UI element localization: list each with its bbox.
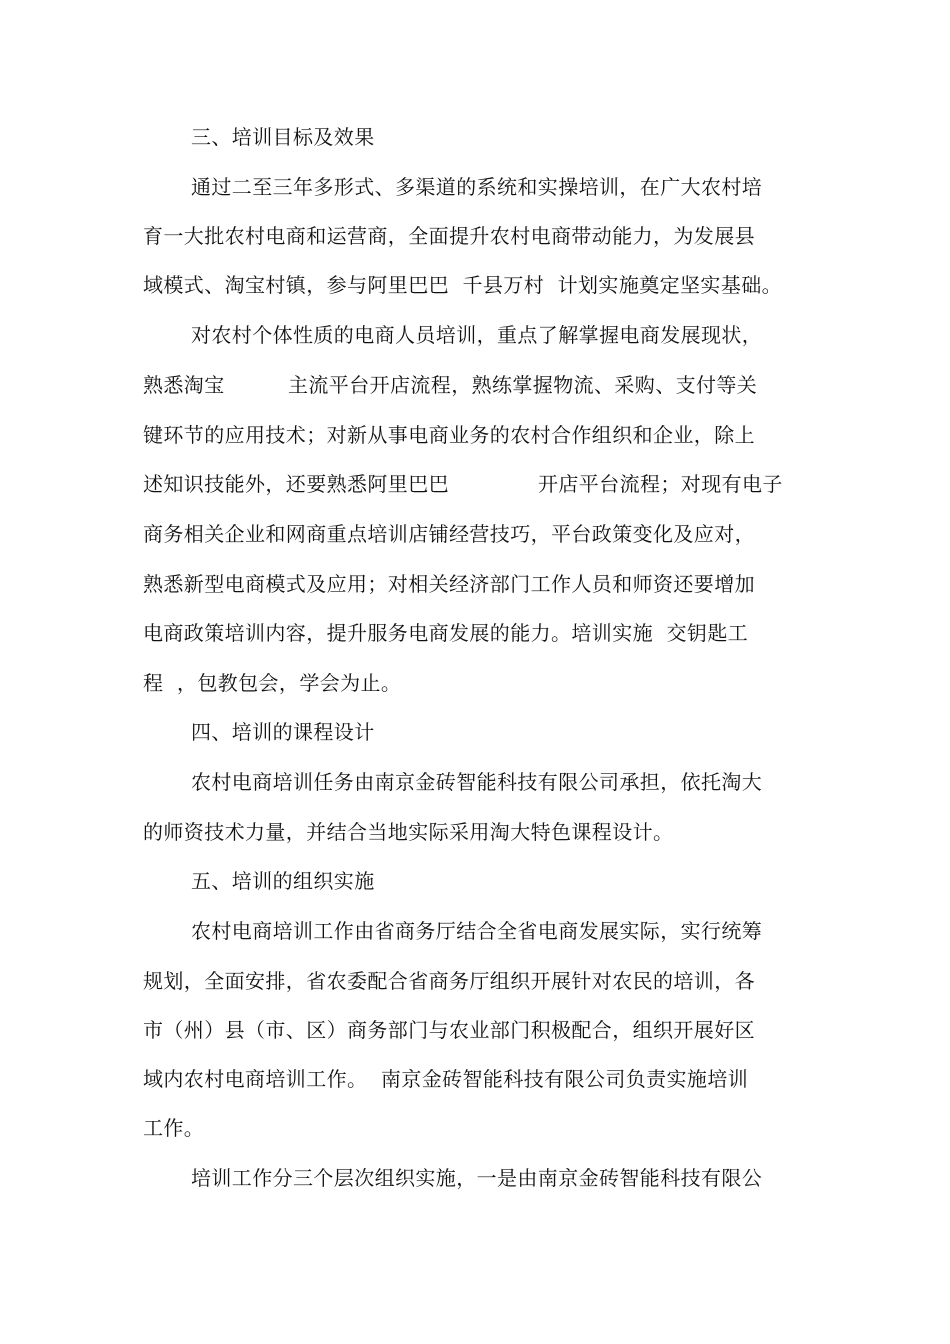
section-heading-5 <box>0 866 950 896</box>
section-heading-3-text: 三、培训目标及效果 <box>191 125 375 149</box>
paragraph-text: 市（州）县（市、区）商务部门与农业部门积极配合，组织开展好区 <box>143 1018 755 1042</box>
paragraph-4-line-4 <box>0 1064 950 1094</box>
paragraph-4-line-3 <box>0 1015 950 1045</box>
paragraph-text: 对农村个体性质的电商人员培训，重点了解掌握电商发展现状， <box>191 323 763 347</box>
paragraph-4-line-5 <box>0 1113 950 1143</box>
paragraph-4-line-1 <box>0 916 950 946</box>
paragraph-text: 述知识技能外，还要熟悉阿里巴巴 <box>143 472 449 496</box>
paragraph-2-line-7 <box>0 618 950 648</box>
paragraph-text: 育一大批农村电商和运营商，全面提升农村电商带动能力，为发展县 <box>143 224 755 248</box>
paragraph-text: 键环节的应用技术；对新从事电商业务的农村合作组织和企业，除上 <box>143 423 755 447</box>
section-heading-3 <box>0 122 950 152</box>
paragraph-text: 电商政策培训内容，提升服务电商发展的能力。培训实施 交钥匙工 <box>143 621 749 645</box>
paragraph-1-line-3 <box>0 270 950 300</box>
paragraph-2-line-3 <box>0 420 950 450</box>
paragraph-5-line-1 <box>0 1163 950 1193</box>
paragraph-text: 通过二至三年多形式、多渠道的系统和实操培训，在广大农村培 <box>191 175 763 199</box>
paragraph-text: 培训工作分三个层次组织实施，一是由南京金砖智能科技有限公 <box>191 1166 763 1190</box>
paragraph-text: 域模式、淘宝村镇，参与阿里巴巴 千县万村 计划实施奠定坚实基础。 <box>143 273 783 297</box>
paragraph-2-line-8 <box>0 668 950 698</box>
paragraph-3-line-1 <box>0 767 950 797</box>
paragraph-text: 的师资技术力量，并结合当地实际采用淘大特色课程设计。 <box>143 820 674 844</box>
paragraph-2-line-1 <box>0 320 950 350</box>
paragraph-text: 商务相关企业和网商重点培训店铺经营技巧，平台政策变化及应对， <box>143 522 755 546</box>
paragraph-text: 农村电商培训工作由省商务厅结合全省电商发展实际，实行统筹 <box>191 919 763 943</box>
paragraph-1-line-1 <box>0 172 950 202</box>
paragraph-text: 域内农村电商培训工作。 南京金砖智能科技有限公司负责实施培训 <box>143 1067 749 1091</box>
paragraph-2-line-6 <box>0 569 950 599</box>
section-heading-4-text: 四、培训的课程设计 <box>191 720 375 744</box>
paragraph-text: 规划，全面安排，省农委配合省商务厅组织开展针对农民的培训，各 <box>143 969 755 993</box>
paragraph-text: 农村电商培训任务由南京金砖智能科技有限公司承担，依托淘大 <box>191 770 763 794</box>
paragraph-2-line-4 <box>0 469 950 499</box>
paragraph-text: 主流平台开店流程，熟练掌握物流、采购、支付等关 <box>288 373 758 397</box>
paragraph-2-line-2 <box>0 370 950 400</box>
paragraph-text: 开店平台流程；对现有电子 <box>538 472 783 496</box>
paragraph-1-line-2 <box>0 221 950 251</box>
paragraph-text: 熟悉淘宝 <box>143 373 225 397</box>
paragraph-2-line-5 <box>0 519 950 549</box>
section-heading-4 <box>0 717 950 747</box>
paragraph-text: 工作。 <box>143 1116 205 1140</box>
paragraph-text: 程 ，包教包会，学会为止。 <box>143 671 402 695</box>
paragraph-text: 熟悉新型电商模式及应用；对相关经济部门工作人员和师资还要增加 <box>143 572 755 596</box>
paragraph-4-line-2 <box>0 966 950 996</box>
paragraph-3-line-2 <box>0 817 950 847</box>
section-heading-5-text: 五、培训的组织实施 <box>191 869 375 893</box>
